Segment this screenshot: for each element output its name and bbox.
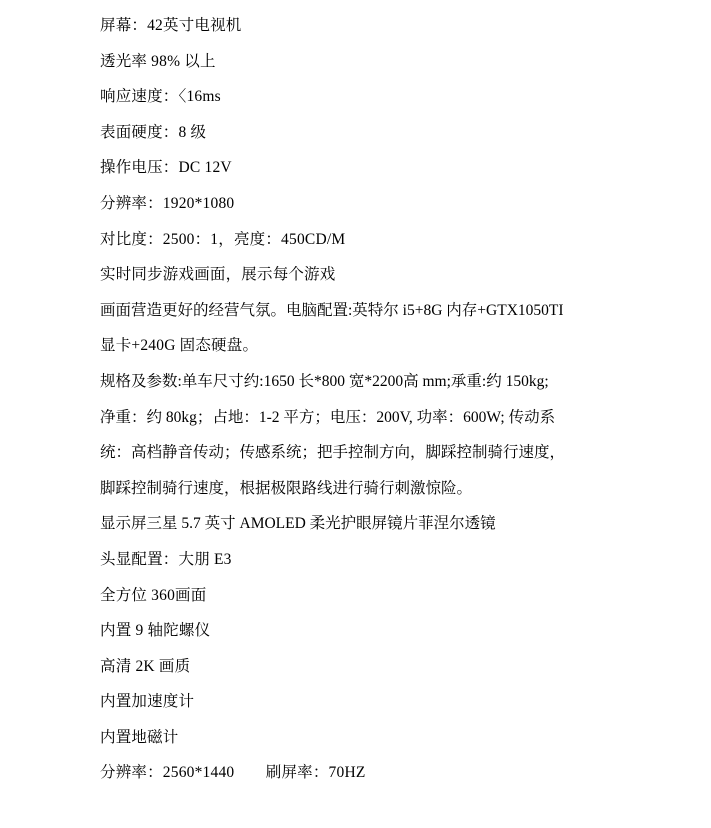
document-line: 对比度：2500：1，亮度：450CD/M — [100, 230, 346, 248]
document-line: 屏幕：42英寸电视机 — [100, 17, 242, 34]
document-line: 净重：约 80kg；占地：1-2 平方；电压：200V, 功率：600W; 传动系 — [100, 408, 556, 426]
document-line: 表面硬度：8 级 — [100, 123, 207, 141]
document-line: 显卡+240G 固态硬盘。 — [100, 337, 259, 355]
document-line: 操作电压：DC 12V — [100, 159, 232, 177]
document-line: 脚踩控制骑行速度，根据极限路线进行骑行刺激惊险。 — [100, 479, 473, 497]
document-line: 内置 9 轴陀螺仪 — [100, 622, 211, 640]
document-line: 响应速度：〈16ms — [100, 88, 221, 106]
document-line: 内置地磁计 — [100, 728, 179, 746]
document-line: 内置加速度计 — [100, 693, 195, 711]
document-line: 分辨率：1920*1080 — [100, 194, 235, 212]
document-line: 头显配置：大朋 E3 — [100, 550, 232, 568]
document-line: 显示屏三星 5.7 英寸 AMOLED 柔光护眼屏镜片菲涅尔透镜 — [100, 515, 496, 533]
document-line: 透光率 98% 以上 — [100, 52, 216, 70]
document-line: 分辨率：2560*1440 刷屏率：70HZ — [100, 764, 366, 782]
document-line: 统：高档静音传动；传感系统；把手控制方向，脚踩控制骑行速度， — [100, 444, 566, 462]
document-line: 全方位 360画面 — [100, 586, 207, 604]
document-line: 高清 2K 画质 — [100, 657, 191, 675]
document-line: 实时同步游戏画面，展示每个游戏 — [100, 266, 336, 284]
document-line: 规格及参数:单车尺寸约:1650 长*800 宽*2200高 mm;承重:约 150kg; — [100, 372, 549, 390]
document-line: 画面营造更好的经营气氛。电脑配置:英特尔 i5+8G 内存+GTX1050TI — [100, 301, 564, 319]
